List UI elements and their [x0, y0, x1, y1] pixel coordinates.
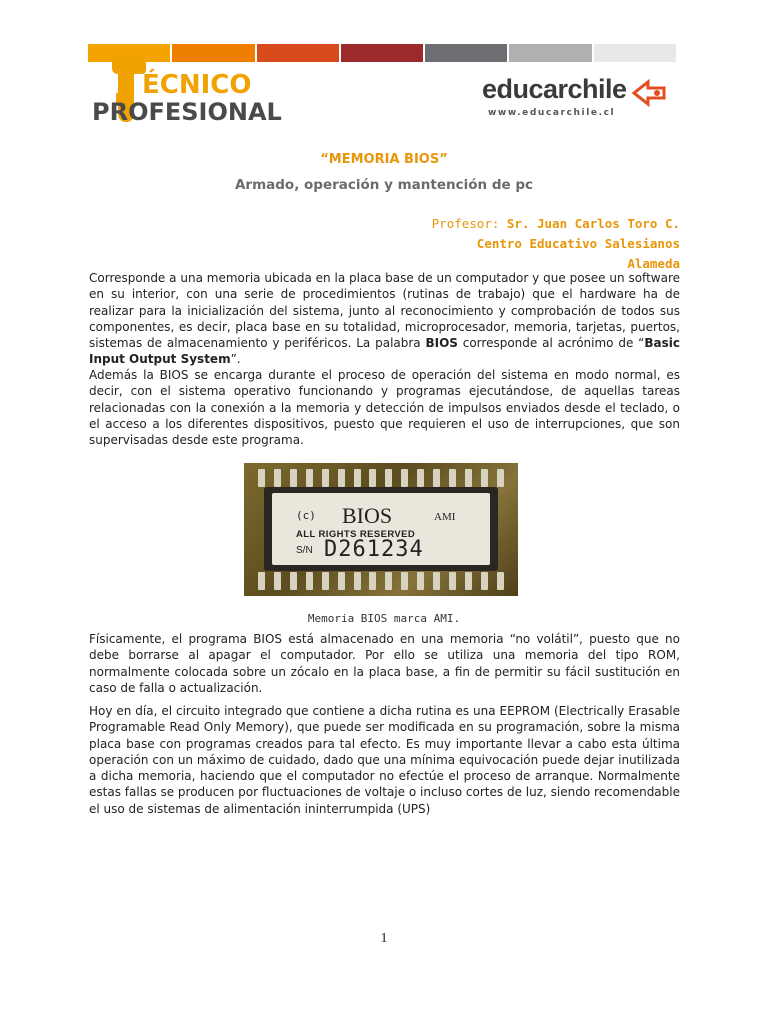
chip-pin	[322, 469, 329, 487]
chip-pin	[306, 469, 313, 487]
educarchile-url: www.educarchile.cl	[488, 108, 616, 118]
chip-pin	[290, 572, 297, 590]
document-title: “MEMORIA BIOS”	[320, 152, 448, 167]
chip-pin	[338, 469, 345, 487]
chip-pin	[417, 572, 424, 590]
chip-pin	[354, 469, 361, 487]
paragraph-3: Físicamente, el programa BIOS está almacenado en una memoria “no volátil”, puesto que no debe borrarse al apagar el computador. Por ello se utiliza una memoria del tipo ROM, normalmente colocada sobre un zócalo en la placa base, a fin de permitir su fácil sustitución en caso de falla o actualización.	[89, 632, 680, 695]
chip-pin	[497, 572, 504, 590]
author-block	[432, 214, 680, 274]
author-school: Centro Educativo Salesianos	[476, 236, 680, 251]
educarchile-mark-icon	[630, 78, 668, 108]
paragraph-2: Además la BIOS se encarga durante el proceso de operación del sistema en modo normal, es decir, con el sistema operativo funcionando y programas ejecutándose, de aquellas tareas relacionadas con la conexión a la memoria y detección de impulsos enviados desde el teclado, o el acceso a los diferentes dispositivos, puesto que requieren el uso de interrupciones, que son supervisadas desde este programa.	[89, 368, 680, 448]
chip-pin	[401, 469, 408, 487]
chip-pin	[449, 469, 456, 487]
chip-pin	[417, 469, 424, 487]
chip-pin	[258, 469, 265, 487]
chip-pin	[274, 572, 281, 590]
color-bar-segment	[594, 44, 676, 62]
chip-pin	[354, 572, 361, 590]
chip-pin	[481, 469, 488, 487]
chip-pin	[369, 572, 376, 590]
author-line	[432, 214, 680, 234]
chip-pins-top	[258, 469, 504, 487]
chip-label-ami: AMI	[434, 511, 456, 523]
document-subtitle: Armado, operación y mantención de pc	[234, 177, 534, 193]
color-bar-segment	[509, 44, 591, 62]
author-name: Sr. Juan Carlos Toro C.	[506, 216, 680, 231]
chip-label-rights: ALL RIGHTS RESERVED	[296, 529, 416, 540]
chip-pin	[274, 469, 281, 487]
paragraph-1: Corresponde a una memoria ubicada en la placa base de un computador y que posee un software en su interior, con una serie de procedimientos (rutinas de trabajo) que el hardware ha de realizar para la inicialización del sistema, junto al reconocimiento y comprobación de todos sus componentes, es decir, placa base en su totalidad, microprocesador, memoria, tarjetas, puertos, sistemas de almacenamiento y periféricos. La palabra BIOS corresponde al acrónimo de “Basic Input Output System”.	[89, 271, 680, 367]
chip-pin	[385, 572, 392, 590]
photo-caption: Memoria BIOS marca AMI.	[307, 612, 461, 625]
acronym-bold: Basic Input Output System	[89, 336, 680, 367]
logo-text-profesional: PROFESIONAL	[92, 98, 282, 126]
tecnico-profesional-logo	[88, 58, 288, 130]
educarchile-wordmark: educarchile	[482, 74, 627, 104]
chip-label	[272, 493, 490, 565]
chip-pin	[481, 572, 488, 590]
chip-pin	[290, 469, 297, 487]
chip-pin	[449, 572, 456, 590]
author-prefix: Profesor:	[431, 216, 507, 231]
bios-bold: BIOS	[425, 336, 458, 351]
educarchile-logo	[482, 74, 672, 130]
bios-chip-photo	[244, 463, 518, 596]
chip-pin	[385, 469, 392, 487]
chip-label-serial: D261234	[324, 537, 424, 562]
chip-label-copyright: (c)	[296, 509, 316, 522]
chip-pin	[465, 572, 472, 590]
chip-pin	[306, 572, 313, 590]
paragraph-4: Hoy en día, el circuito integrado que contiene a dicha rutina es una EEPROM (Electrically Erasable Programable Read Only Memory), que puede ser modificada en su programación, sobre la misma placa base con programas creados para tal efecto. Es muy importante llevar a cabo esta última operación con un máximo de cuidado, dado que una mínima equivocación puede dejar inutilizada a dicha memoria, haciendo que el computador no efectúe el proceso de arranque. Normalmente estas fallas se producen por fluctuaciones de voltaje o incluso cortes de luz, siendo recomendable el uso de sistemas de alimentación ininterrumpida (UPS)	[89, 704, 680, 816]
chip-pin	[369, 469, 376, 487]
chip-pin	[258, 572, 265, 590]
chip-pin	[497, 469, 504, 487]
chip-label-sn: S/N	[296, 545, 313, 556]
chip-label-bios: BIOS	[342, 503, 393, 528]
page-number: 1	[380, 931, 388, 946]
author-place: Alameda	[627, 256, 680, 271]
chip-pins-bottom	[258, 572, 504, 590]
color-bar-segment	[425, 44, 507, 62]
chip-pin	[401, 572, 408, 590]
chip-pin	[322, 572, 329, 590]
color-bar-segment	[341, 44, 423, 62]
chip-pin	[433, 572, 440, 590]
logo-text-tecnico: ÉCNICO	[142, 70, 252, 100]
chip-pin	[465, 469, 472, 487]
chip-pin	[433, 469, 440, 487]
chip-pin	[338, 572, 345, 590]
